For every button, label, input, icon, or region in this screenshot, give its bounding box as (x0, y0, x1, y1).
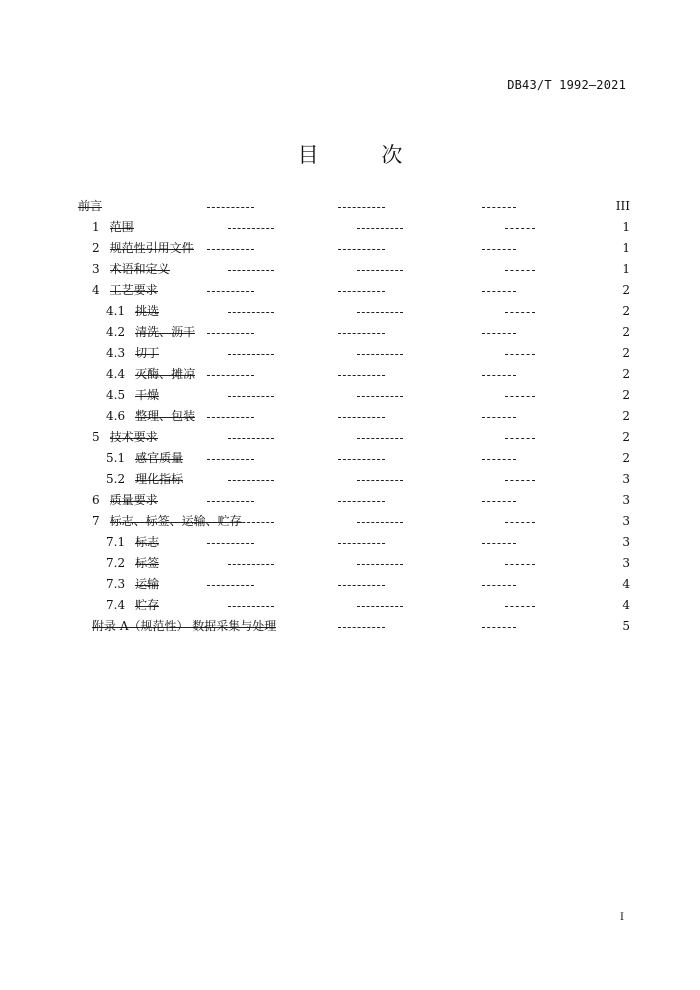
toc-section-title: 附录 A（规范性） 数据采集与处理 (92, 616, 276, 637)
toc-page-number: 3 (622, 514, 630, 528)
toc-section-number: 7.4 (106, 598, 126, 612)
toc-entry[interactable] (92, 217, 134, 238)
toc-section-number: 4.5 (106, 388, 126, 402)
toc-leader-dots (207, 333, 254, 334)
toc-row[interactable] (0, 238, 700, 259)
toc-leader-dots (207, 585, 254, 586)
toc-section-title: 贮存 (135, 595, 159, 616)
toc-entry[interactable] (106, 322, 195, 343)
toc-leader-dots (482, 501, 516, 502)
toc-row[interactable] (0, 364, 700, 385)
toc-section-number: 4.1 (106, 304, 126, 318)
toc-leader-dots (505, 354, 535, 355)
toc-leader-dots (482, 543, 516, 544)
toc-row[interactable] (0, 406, 700, 427)
toc-section-number: 5.1 (106, 451, 126, 465)
toc-page-number: 2 (622, 346, 630, 360)
toc-page-number: 2 (622, 304, 630, 318)
toc-page-number: 2 (622, 283, 630, 297)
page-title: 目 次 (297, 143, 431, 167)
toc-section-title: 灭酶、摊凉 (135, 364, 195, 385)
toc-leader-dots (338, 501, 385, 502)
toc-leader-dots (228, 564, 274, 565)
toc-section-number: 4.2 (106, 325, 126, 339)
toc-section-title: 规范性引用文件 (110, 238, 194, 259)
toc-page-number: 1 (622, 220, 630, 234)
toc-row[interactable] (0, 301, 700, 322)
toc-section-title: 感官质量 (135, 448, 183, 469)
toc-page-number: 3 (622, 472, 630, 486)
document-code: DB43/T 1992—2021 (507, 78, 626, 92)
toc-section-number: 2 (92, 241, 100, 255)
table-of-contents (0, 196, 700, 637)
toc-row[interactable] (0, 343, 700, 364)
toc-page-number: 2 (622, 451, 630, 465)
toc-page-number: 2 (622, 367, 630, 381)
toc-leader-dots (207, 501, 254, 502)
toc-leader-dots (505, 480, 535, 481)
toc-leader-dots (207, 249, 254, 250)
toc-page-number: 3 (622, 535, 630, 549)
toc-section-title: 挑选 (135, 301, 159, 322)
toc-leader-dots (228, 480, 274, 481)
toc-section-title: 理化指标 (135, 469, 183, 490)
toc-leader-dots (228, 228, 274, 229)
toc-leader-dots (207, 291, 254, 292)
toc-page-number: 4 (622, 577, 630, 591)
toc-entry[interactable] (92, 511, 242, 532)
toc-page-number: 1 (622, 262, 630, 276)
toc-entry[interactable] (92, 259, 170, 280)
toc-leader-dots (357, 228, 403, 229)
toc-section-number: 7.3 (106, 577, 126, 591)
toc-leader-dots (505, 228, 535, 229)
toc-section-number: 3 (92, 262, 100, 276)
toc-row[interactable] (0, 427, 700, 448)
toc-page-number: 3 (622, 493, 630, 507)
toc-leader-dots (338, 417, 385, 418)
toc-section-title: 技术要求 (110, 427, 158, 448)
toc-section-number: 5 (92, 430, 100, 444)
toc-row[interactable] (0, 217, 700, 238)
toc-entry[interactable] (106, 574, 159, 595)
toc-section-number: 1 (92, 220, 100, 234)
toc-leader-dots (482, 627, 516, 628)
toc-leader-dots (338, 585, 385, 586)
toc-leader-dots (228, 396, 274, 397)
toc-leader-dots (357, 354, 403, 355)
toc-row[interactable] (0, 280, 700, 301)
toc-section-number: 6 (92, 493, 100, 507)
toc-leader-dots (357, 606, 403, 607)
toc-leader-dots (505, 270, 535, 271)
toc-leader-dots (505, 606, 535, 607)
toc-row[interactable] (0, 469, 700, 490)
toc-leader-dots (207, 459, 254, 460)
toc-section-number: 7 (92, 514, 100, 528)
toc-entry[interactable] (106, 532, 159, 553)
toc-page-number: III (615, 199, 630, 213)
toc-entry[interactable] (106, 301, 159, 322)
toc-section-number: 5.2 (106, 472, 126, 486)
toc-page-number: 3 (622, 556, 630, 570)
toc-section-title: 清洗、沥干 (135, 322, 195, 343)
toc-entry[interactable] (106, 385, 159, 406)
toc-leader-dots (357, 564, 403, 565)
toc-leader-dots (338, 333, 385, 334)
footer-page-number: I (620, 912, 624, 923)
toc-entry[interactable] (106, 553, 159, 574)
toc-page-number: 1 (622, 241, 630, 255)
toc-leader-dots (207, 207, 254, 208)
toc-section-title: 标志 (135, 532, 159, 553)
toc-row[interactable] (0, 196, 700, 217)
toc-section-number: 4.3 (106, 346, 126, 360)
toc-leader-dots (357, 480, 403, 481)
toc-section-number: 4.6 (106, 409, 126, 423)
toc-leader-dots (338, 459, 385, 460)
toc-leader-dots (228, 438, 274, 439)
toc-page-number: 2 (622, 388, 630, 402)
toc-leader-dots (482, 291, 516, 292)
toc-entry[interactable] (106, 364, 195, 385)
toc-row[interactable] (0, 574, 700, 595)
toc-page-number: 5 (622, 619, 630, 633)
toc-leader-dots (228, 606, 274, 607)
toc-leader-dots (228, 270, 274, 271)
toc-leader-dots (482, 249, 516, 250)
toc-leader-dots (505, 522, 535, 523)
toc-section-title: 标签 (135, 553, 159, 574)
toc-page-number: 4 (622, 598, 630, 612)
toc-entry[interactable] (106, 595, 159, 616)
toc-leader-dots (482, 333, 516, 334)
toc-section-number: 4 (92, 283, 100, 297)
toc-leader-dots (338, 375, 385, 376)
toc-leader-dots (505, 438, 535, 439)
toc-entry[interactable] (92, 427, 158, 448)
toc-section-title: 运输 (135, 574, 159, 595)
toc-row[interactable] (0, 595, 700, 616)
toc-entry[interactable] (78, 196, 102, 217)
toc-leader-dots (357, 522, 403, 523)
toc-leader-dots (338, 249, 385, 250)
toc-leader-dots (505, 312, 535, 313)
toc-entry[interactable] (106, 406, 195, 427)
toc-leader-dots (338, 207, 385, 208)
toc-leader-dots (482, 585, 516, 586)
toc-section-title: 干燥 (135, 385, 159, 406)
toc-section-title: 切丁 (135, 343, 159, 364)
toc-row[interactable] (0, 511, 700, 532)
toc-row[interactable] (0, 322, 700, 343)
toc-row[interactable] (0, 616, 700, 637)
toc-leader-dots (505, 564, 535, 565)
toc-leader-dots (207, 627, 254, 628)
toc-section-number: 7.1 (106, 535, 126, 549)
toc-row[interactable] (0, 532, 700, 553)
toc-section-title: 质量要求 (110, 490, 158, 511)
toc-section-title: 工艺要求 (110, 280, 158, 301)
toc-entry[interactable] (92, 238, 194, 259)
toc-row[interactable] (0, 385, 700, 406)
toc-row[interactable] (0, 490, 700, 511)
toc-entry[interactable] (106, 469, 183, 490)
toc-section-number: 7.2 (106, 556, 126, 570)
toc-entry[interactable] (92, 490, 158, 511)
toc-leader-dots (482, 459, 516, 460)
toc-row[interactable] (0, 553, 700, 574)
toc-entry[interactable] (92, 280, 158, 301)
toc-leader-dots (482, 417, 516, 418)
toc-leader-dots (228, 522, 274, 523)
toc-leader-dots (338, 543, 385, 544)
toc-leader-dots (482, 207, 516, 208)
toc-section-number: 4.4 (106, 367, 126, 381)
toc-leader-dots (338, 291, 385, 292)
toc-leader-dots (505, 396, 535, 397)
toc-leader-dots (207, 543, 254, 544)
toc-leader-dots (357, 312, 403, 313)
toc-leader-dots (338, 627, 385, 628)
toc-row[interactable] (0, 259, 700, 280)
toc-section-title: 范围 (110, 217, 134, 238)
toc-entry[interactable] (106, 448, 183, 469)
toc-page-number: 2 (622, 430, 630, 444)
toc-leader-dots (482, 375, 516, 376)
toc-page-number: 2 (622, 409, 630, 423)
toc-section-title: 标志、标签、运输、贮存 (110, 511, 242, 532)
toc-page-number: 2 (622, 325, 630, 339)
toc-leader-dots (357, 396, 403, 397)
toc-section-title: 整理、包装 (135, 406, 195, 427)
toc-leader-dots (357, 438, 403, 439)
toc-section-title: 术语和定义 (110, 259, 170, 280)
toc-section-title: 前言 (78, 196, 102, 217)
toc-row[interactable] (0, 448, 700, 469)
toc-leader-dots (228, 312, 274, 313)
toc-entry[interactable] (106, 343, 159, 364)
toc-leader-dots (207, 417, 254, 418)
toc-leader-dots (207, 375, 254, 376)
toc-leader-dots (228, 354, 274, 355)
toc-leader-dots (357, 270, 403, 271)
